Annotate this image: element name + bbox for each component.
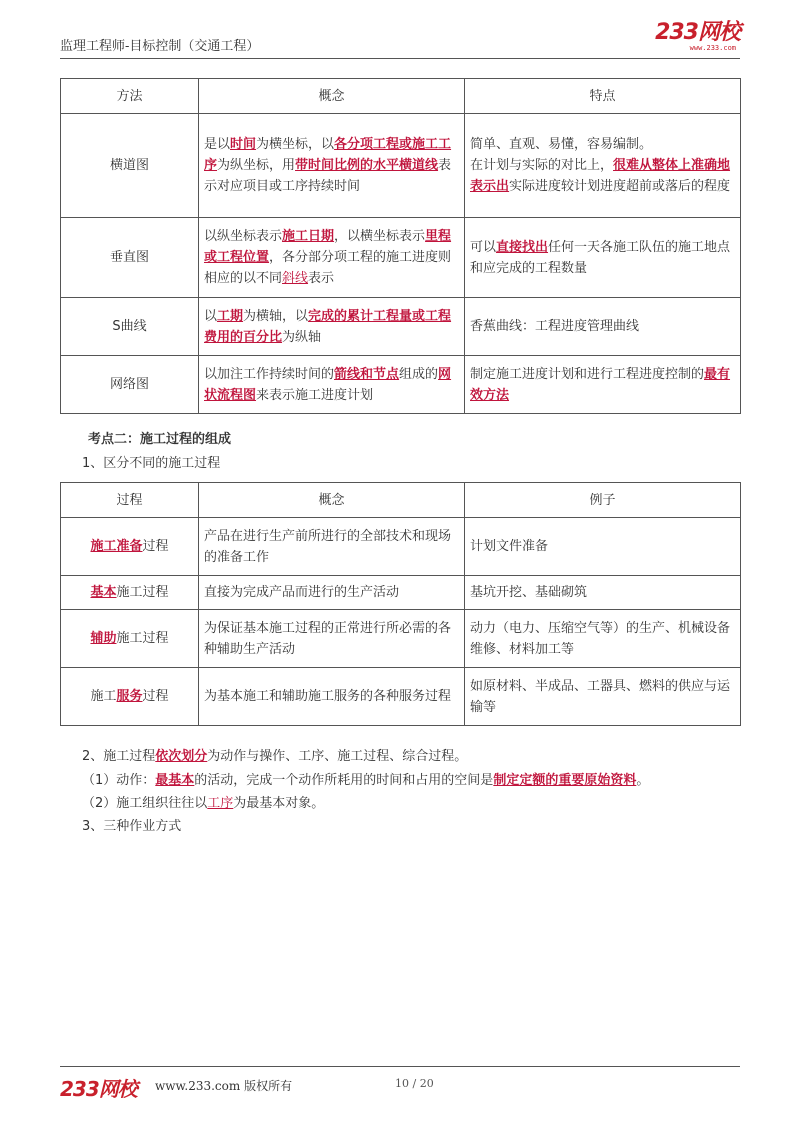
text-segment: 可以	[470, 239, 497, 255]
text-segment: 为纵轴	[282, 329, 322, 345]
highlighted-text: 基本	[90, 585, 117, 600]
concept-cell	[199, 114, 465, 218]
text-segment: 为横轴，以	[243, 308, 309, 324]
highlighted-text: 网状流程图	[204, 366, 452, 403]
text-segment: 来表示施工进度计划	[256, 387, 374, 403]
text-segment: 制定施工进度计划和进行工程进度控制的	[470, 366, 705, 382]
concept-cell	[199, 356, 465, 414]
highlighted-text: 箭线和节点	[334, 366, 400, 382]
text-segment: 任何一天各施工队伍的施工地点和应完成的工程数量	[470, 239, 731, 276]
highlighted-text: 工期	[217, 308, 244, 324]
progress-methods-table	[60, 78, 741, 414]
text-segment: 施工过程	[116, 631, 169, 646]
concept-cell	[199, 298, 465, 356]
logo-url: www.233.com	[689, 44, 736, 52]
header-example: 例子	[465, 483, 741, 518]
table-row	[61, 576, 741, 610]
highlighted-text: 里程或工程位置	[204, 229, 452, 265]
header-title: 监理工程师-目标控制（交通工程）	[60, 39, 260, 54]
highlighted-text: 直接找出	[496, 239, 549, 255]
method-cell: 垂直图	[61, 218, 199, 298]
text-segment: 以加注工作持续时间的	[204, 366, 335, 382]
page-header	[60, 22, 740, 59]
text-segment: ，各分部分项工程的施工进度则相应的以不同	[204, 250, 452, 286]
text-segment: 表示	[308, 271, 335, 286]
page-number: 10 / 20	[395, 1077, 434, 1090]
header-concept: 概念	[199, 483, 465, 518]
table-header-row	[61, 483, 741, 518]
paragraph-2-1	[82, 769, 649, 788]
text-segment: 以	[204, 308, 218, 324]
method-cell: 横道图	[61, 114, 199, 218]
header-process: 过程	[61, 483, 199, 518]
process-cell	[61, 576, 199, 610]
text-segment: 简单、直观、易懂，容易编制。	[470, 137, 653, 152]
text-segment: 为动作与操作、工序、施工过程、综合过程。	[207, 749, 468, 764]
table-row	[61, 668, 741, 726]
concept-cell: 为基本施工和辅助施工服务的各种服务过程	[199, 668, 465, 726]
highlighted-text: 时间	[230, 137, 257, 152]
text-segment: 为最基本对象。	[233, 796, 325, 811]
highlighted-text: 施工日期	[282, 229, 335, 244]
example-cell: 动力（电力、压缩空气等）的生产、机械设备维修、材料加工等	[465, 610, 741, 668]
text-segment: 在计划与实际的对比上，	[470, 158, 614, 173]
concept-cell: 产品在进行生产前所进行的全部技术和现场的准备工作	[199, 518, 465, 576]
highlighted-text: 完成的累计工程量或工程费用的百分比	[204, 308, 452, 345]
process-cell	[61, 518, 199, 576]
section-title: 考点二：施工过程的组成	[88, 432, 232, 447]
concept-cell: 为保证基本施工过程的正常进行所必需的各种辅助生产活动	[199, 610, 465, 668]
highlighted-text: 服务	[116, 689, 143, 704]
highlighted-text: 最有效方法	[470, 366, 731, 403]
feature-cell	[465, 298, 741, 356]
highlighted-text: 工序	[207, 796, 234, 811]
logo-text: 233网校	[655, 20, 740, 45]
table-row	[61, 518, 741, 576]
feature-cell	[465, 356, 741, 414]
table-row	[61, 114, 741, 218]
highlighted-text: 最基本	[155, 773, 195, 788]
highlighted-text: 依次划分	[155, 749, 208, 764]
text-segment: 为纵坐标，用	[217, 158, 296, 173]
header-method: 方法	[61, 79, 199, 114]
method-cell: S曲线	[61, 298, 199, 356]
feature-cell	[465, 218, 741, 298]
text-segment: 。	[636, 773, 650, 788]
text-segment: 过程	[142, 689, 169, 704]
text-segment: 2、施工过程	[82, 749, 156, 764]
highlighted-text: 制定定额的重要原始资料	[493, 773, 637, 788]
text-segment: 是以	[204, 137, 231, 152]
text-segment: 表示对应项目或工序持续时间	[204, 158, 452, 194]
table-row	[61, 356, 741, 414]
footer-logo: 233网校	[60, 1077, 137, 1101]
example-cell: 如原材料、半成品、工器具、燃料的供应与运输等	[465, 668, 741, 726]
text-segment: 施工	[90, 689, 117, 704]
text-segment: （2）施工组织往往以	[82, 796, 208, 811]
text-segment: 实际进度较计划进度超前或落后的程度	[509, 179, 731, 194]
highlighted-text: 很难从整体上准确地表示出	[470, 158, 731, 194]
table-header-row	[61, 79, 741, 114]
table-row	[61, 298, 741, 356]
table-row	[61, 610, 741, 668]
method-cell: 网络图	[61, 356, 199, 414]
highlighted-text: 各分项工程或施工工序	[204, 137, 452, 173]
process-cell	[61, 668, 199, 726]
text-segment: （1）动作：	[82, 773, 156, 788]
paragraph-3: 3、三种作业方式	[82, 819, 182, 834]
footer-copyright: www.233.com 版权所有	[155, 1079, 293, 1093]
highlighted-text: 辅助	[90, 631, 117, 646]
paragraph-2	[82, 745, 467, 764]
text-segment: 以纵坐标表示	[204, 229, 283, 244]
text-segment: 香蕉曲线：工程进度管理曲线	[470, 319, 640, 334]
concept-cell: 直接为完成产品而进行的生产活动	[199, 576, 465, 610]
highlighted-text: 施工准备	[90, 539, 143, 554]
paragraph-2-2	[82, 792, 324, 811]
concept-cell	[199, 218, 465, 298]
highlighted-text: 带时间比例的水平横道线	[295, 158, 439, 173]
header-feature: 特点	[465, 79, 741, 114]
text-segment: 过程	[142, 539, 169, 554]
page-footer	[60, 1066, 740, 1107]
example-cell: 计划文件准备	[465, 518, 741, 576]
feature-cell	[465, 114, 741, 218]
example-cell: 基坑开挖、基础砌筑	[465, 576, 741, 610]
text-segment: 施工过程	[116, 585, 169, 600]
text-segment: ，以横坐标表示	[334, 229, 426, 244]
text-segment: 组成的	[399, 366, 439, 382]
construction-process-table	[60, 482, 741, 726]
section-item-1: 1、区分不同的施工过程	[82, 456, 221, 471]
header-concept: 概念	[199, 79, 465, 114]
process-cell	[61, 610, 199, 668]
text-segment: 为横坐标，以	[256, 137, 335, 152]
highlighted-text: 斜线	[282, 271, 309, 286]
brand-logo	[655, 22, 740, 53]
table-row	[61, 218, 741, 298]
text-segment: 的活动，完成一个动作所耗用的时间和占用的空间是	[194, 773, 494, 788]
